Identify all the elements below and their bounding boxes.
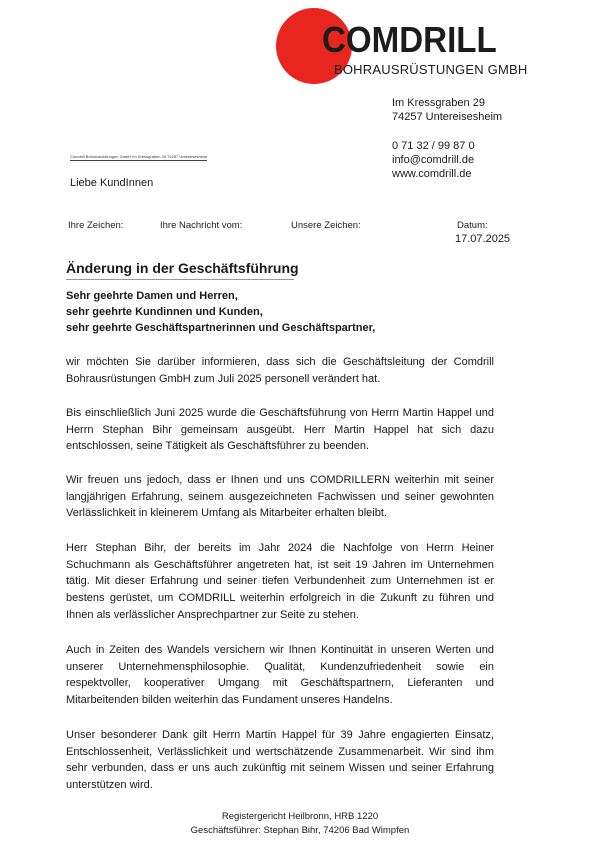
greeting-line: sehr geehrte Geschäftspartnerinnen und Geschäftspartner, bbox=[66, 322, 376, 334]
contact-website: www.comdrill.de bbox=[392, 168, 472, 180]
body-paragraph: Wir freuen uns jedoch, dass er Ihnen und uns COMDRILLERN weiterhin mit seiner langjährigen Erfahrung, seinem ausgezeichneten Fachwissen und seiner gewohnten Verlässlichkeit in kleinerem Umfang als Mitarbeiter erhalten bleibt. bbox=[66, 474, 494, 520]
footer-management: Geschäftsführer: Stephan Bihr, 74206 Bad Wimpfen bbox=[190, 825, 410, 836]
letter-subject: Änderung in der Geschäftsführung bbox=[66, 260, 299, 276]
contact-email: info@comdrill.de bbox=[392, 154, 475, 166]
contact-city: 74257 Untereisesheim bbox=[392, 111, 503, 123]
greeting-line: sehr geehrte Kundinnen und Kunden, bbox=[66, 306, 263, 318]
body-paragraph: Bis einschließlich Juni 2025 wurde die Geschäftsführung von Herrn Martin Happel und Herrn Stephan Bihr gemeinsam ausgeübt. Herr Martin Happel hat sich dazu entschlossen, seine Tätigkeit als Geschäftsführer zu beenden. bbox=[66, 407, 494, 453]
contact-street: Im Kressgraben 29 bbox=[392, 97, 485, 109]
body-paragraph: Herr Stephan Bihr, der bereits im Jahr 2024 die Nachfolge von Herrn Heiner Schuchmann als Geschäftsführer angetreten hat, ist seit 19 Jahren im Unternehmen tätig. Mit dieser Erfahrung und seiner tiefen Verbundenheit zum Unternehmen ist er bestens gerüstet, um COMDRILL weiterhin erfolgreich in die Zukunft zu führen und Ihnen als verlässlicher Ansprechpartner zur Seite zu stehen. bbox=[66, 542, 494, 621]
ref-ihre-nachricht: Ihre Nachricht vom: bbox=[160, 220, 243, 231]
footer-register: Registergericht Heilbronn, HRB 1220 bbox=[221, 811, 379, 822]
greeting-block bbox=[66, 288, 375, 336]
subject-underline bbox=[66, 279, 294, 280]
sender-return-address: Comdrill Bohrausrüstungen GmbH Im Kressgraben 29 74257 Untereisesheim bbox=[70, 154, 208, 159]
greeting-line: Sehr geehrte Damen und Herren, bbox=[66, 290, 238, 302]
ref-ihre-zeichen: Ihre Zeichen: bbox=[68, 220, 124, 231]
body-paragraph: wir möchten Sie darüber informieren, dass sich die Geschäftsleitung der Comdrill Bohrausrüstungen GmbH zum Juli 2025 personell verändert hat. bbox=[66, 356, 494, 385]
ref-datum-label: Datum: bbox=[457, 220, 488, 231]
body-paragraph: Auch in Zeiten des Wandels versichern wir Ihnen Kontinuität in unseren Werten und unserer Unternehmensphilosophie. Qualität, Kundenzufriedenheit sowie ein respektvoller, kooperativer Umgang mit Geschäftspartnern, Lieferanten und Mitarbeitenden bilden weiterhin das Fundament unseres Handelns. bbox=[66, 644, 494, 707]
logo-wordmark: COMDRILL bbox=[322, 19, 497, 60]
recipient-line: Liebe KundInnen bbox=[70, 177, 154, 189]
logo-tagline: BOHRAUSRÜSTUNGEN GMBH bbox=[334, 62, 528, 77]
ref-datum-value: 17.07.2025 bbox=[455, 233, 511, 245]
contact-phone: 0 71 32 / 99 87 0 bbox=[392, 140, 475, 152]
body-paragraph: Unser besonderer Dank gilt Herrn Martin Happel für 39 Jahre engagierten Einsatz, Entschlossenheit, Verlässlichkeit und wertschätzende Zusammenarbeit. Wir sind ihm sehr verbunden, dass er uns auch zukünftig mit seinem Wissen und seiner Erfahrung unterstützen wird. bbox=[66, 729, 494, 792]
ref-unsere-zeichen: Unsere Zeichen: bbox=[291, 220, 361, 231]
